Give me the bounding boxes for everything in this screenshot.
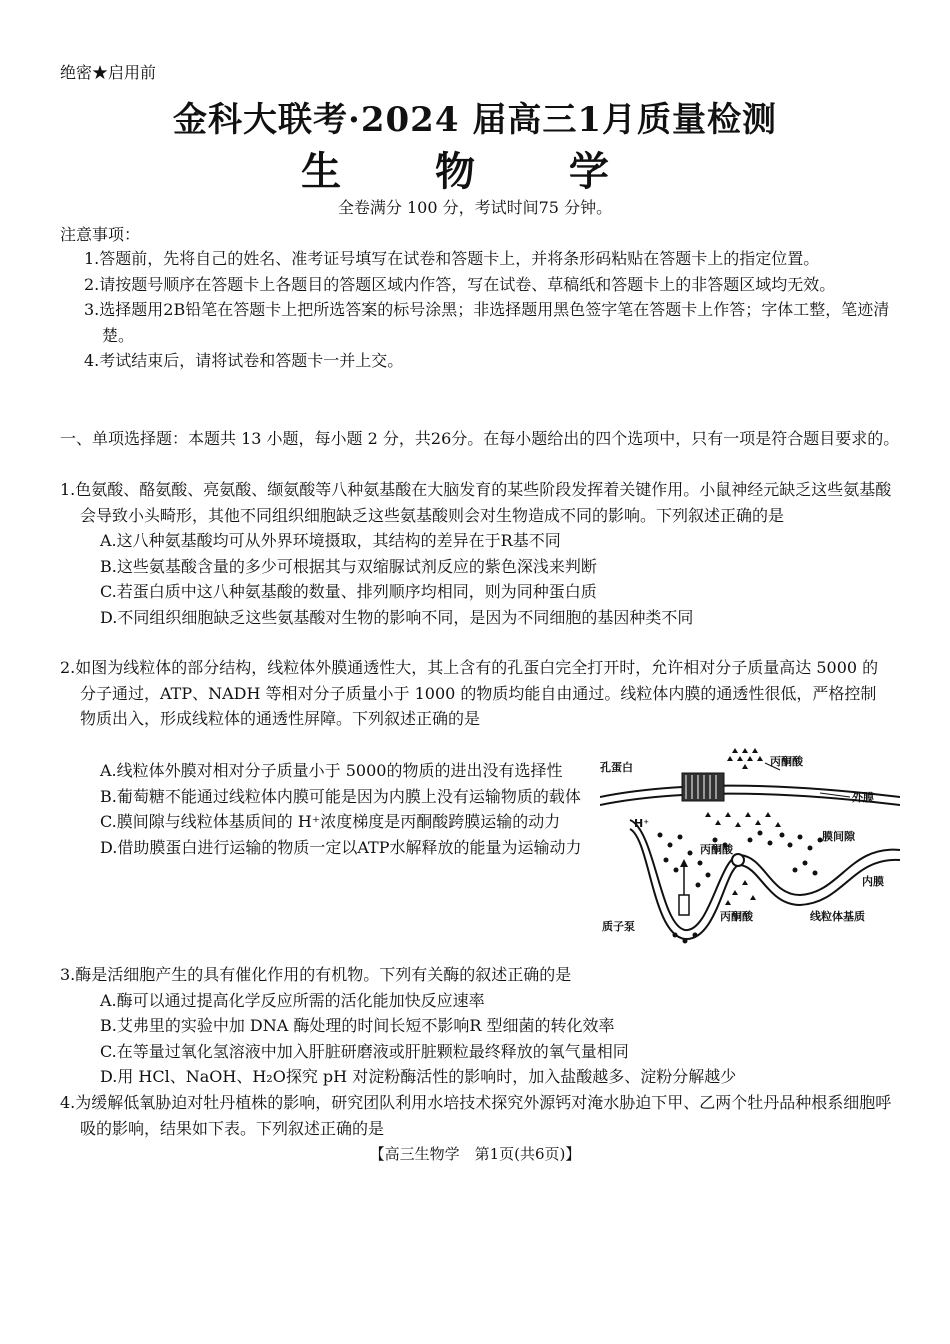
subject-title: 生 物 学 <box>301 148 649 195</box>
question-1 <box>60 477 892 630</box>
question-stem: 2.如图为线粒体的部分结构，线粒体外膜通透性大，其上含有的孔蛋白完全打开时，允许相对分子质量高达 5000 的分子通过，ATP、NADH 等相对分子质量小于 1000 的物质均能自由通过。线粒体内膜的通透性很低，严格控制物质出入，形成线粒体的通透性屏障。下列叙述正确的是 <box>60 658 879 728</box>
notice-item: 1.答题前，先将自己的姓名、准考证号填写在试卷和答题卡上，并将条形码粘贴在答题卡上的指定位置。 <box>84 249 820 268</box>
label-porin: 孔蛋白 <box>600 761 633 774</box>
secret-mark: 绝密★启用前 <box>60 63 157 82</box>
question-3 <box>60 962 892 1090</box>
option-c: C.膜间隙与线粒体基质间的 H⁺浓度梯度是丙酮酸跨膜运输的动力 <box>100 812 561 831</box>
option-d: D.不同组织细胞缺乏这些氨基酸对生物的影响不同，是因为不同细胞的基因种类不同 <box>100 607 694 627</box>
question-2-options <box>60 758 600 860</box>
question-2 <box>60 655 892 732</box>
label-pyruvate-low: 丙酮酸 <box>720 910 753 923</box>
question-stem: 4.为缓解低氧胁迫对牡丹植株的影响，研究团队利用水培技术探究外源钙对淹水胁迫下甲、乙两个牡丹品种根系细胞呼吸的影响，结果如下表。下列叙述正确的是 <box>60 1093 892 1138</box>
label-proton-pump: 质子泵 <box>602 920 635 933</box>
label-intermembrane-space: 膜间隙 <box>822 830 855 843</box>
option-d: D.用 HCl、NaOH、H₂O探究 pH 对淀粉酶活性的影响时，加入盐酸越多、淀粉分解越少 <box>100 1067 737 1086</box>
option-c: C.若蛋白质中这八种氨基酸的数量、排列顺序均相同，则为同种蛋白质 <box>100 582 597 601</box>
section-heading: 一、单项选择题：本题共 13 小题，每小题 2 分，共26分。在每小题给出的四个选项中，只有一项是符合题目要求的。 <box>60 429 900 448</box>
option-a: A.线粒体外膜对相对分子质量小于 5000的物质的进出没有选择性 <box>100 761 563 780</box>
option-a: A.酶可以通过提高化学反应所需的活化能加快反应速率 <box>100 990 485 1010</box>
label-h-plus: H⁺ <box>634 817 650 830</box>
question-stem: 1.色氨酸、酪氨酸、亮氨酸、缬氨酸等八种氨基酸在大脑发育的某些阶段发挥着关键作用。小鼠神经元缺乏这些氨基酸会导致小头畸形，其他不同组织细胞缺乏这些氨基酸则会对生物造成不同的影响。下列叙述正确的是 <box>60 480 892 525</box>
exam-title: 金科大联考·2024 届高三1月质量检测 <box>173 100 777 140</box>
page-footer: 【高三生物学 第1页(共6页)】 <box>369 1145 581 1163</box>
label-inner-membrane: 内膜 <box>862 875 884 888</box>
option-a: A.这八种氨基酸均可从外界环境摄取，其结构的差异在于R基不同 <box>100 531 561 550</box>
exam-meta: 全卷满分 100 分，考试时间75 分钟。 <box>337 198 613 217</box>
notice-heading: 注意事项： <box>60 225 141 244</box>
option-b: B.这些氨基酸含量的多少可根据其与双缩脲试剂反应的紫色深浅来判断 <box>100 556 597 576</box>
mitochondria-diagram <box>600 745 900 955</box>
question-4 <box>60 1090 892 1141</box>
option-b: B.艾弗里的实验中加 DNA 酶处理的时间长短不影响R 型细菌的转化效率 <box>100 1016 615 1035</box>
option-d: D.借助膜蛋白进行运输的物质一定以ATP水解释放的能量为运输动力 <box>100 837 582 857</box>
label-pyruvate-mid: 丙酮酸 <box>700 843 733 856</box>
notice-list <box>60 246 900 374</box>
notice-item: 3.选择题用2B铅笔在答题卡上把所选答案的标号涂黑；非选择题用黑色签字笔在答题卡上作答；字体工整，笔迹清楚。 <box>84 300 890 345</box>
label-pyruvate-top: 丙酮酸 <box>770 755 803 768</box>
notice-item: 2.请按题号顺序在答题卡上各题目的答题区域内作答，写在试卷、草稿纸和答题卡上的非答题区域均无效。 <box>84 274 836 294</box>
question-stem: 3.酶是活细胞产生的具有催化作用的有机物。下列有关酶的叙述正确的是 <box>60 965 572 984</box>
notice-item: 4.考试结束后，请将试卷和答题卡一并上交。 <box>84 351 404 370</box>
label-outer-membrane: 外膜 <box>852 791 874 804</box>
option-b: B.葡萄糖不能通过线粒体内膜可能是因为内膜上没有运输物质的载体 <box>100 786 581 806</box>
option-c: C.在等量过氧化氢溶液中加入肝脏研磨液或肝脏颗粒最终释放的氧气量相同 <box>100 1041 629 1061</box>
label-matrix: 线粒体基质 <box>810 910 865 923</box>
